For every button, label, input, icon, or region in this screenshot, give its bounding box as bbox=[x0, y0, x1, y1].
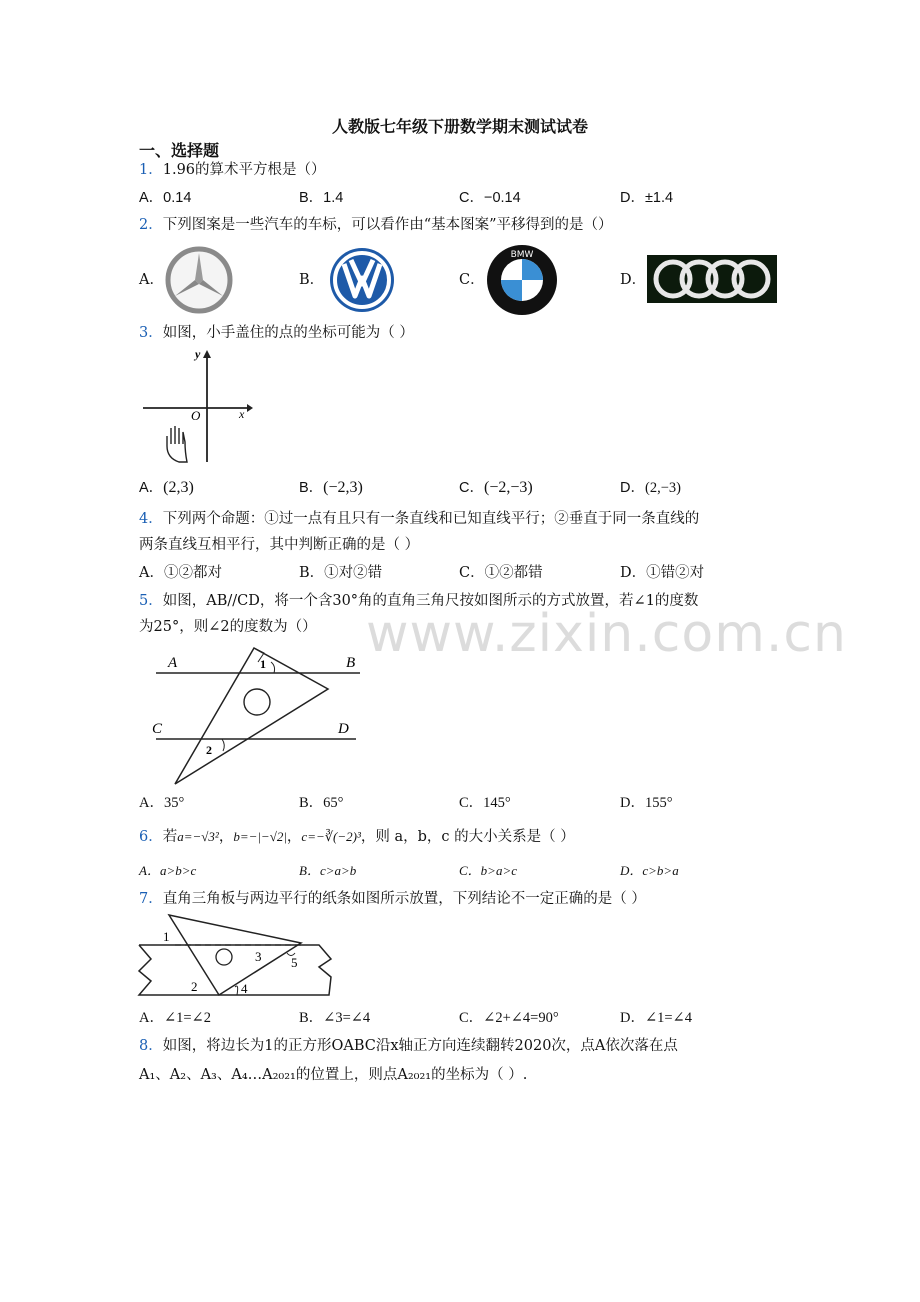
question-text: 如图，将边长为1的正方形OABC沿x轴正方向连续翻转2020次，点A依次落在点 bbox=[162, 1038, 678, 1054]
option-d[interactable]: D．①错②对 bbox=[620, 565, 705, 581]
question-2 bbox=[139, 216, 613, 234]
question-text: 如图，小手盖住的点的坐标可能为（ ） bbox=[162, 325, 414, 341]
option-b[interactable]: B．①对②错 bbox=[299, 565, 383, 581]
paper-strip-figure bbox=[139, 913, 335, 999]
question-4 bbox=[139, 510, 699, 528]
coordinate-figure bbox=[143, 346, 253, 466]
question-8 bbox=[139, 1037, 678, 1055]
audi-logo bbox=[647, 255, 777, 303]
option-b[interactable]: B．∠3=∠4 bbox=[299, 1010, 371, 1026]
angle-2-label: 2 bbox=[206, 743, 212, 757]
label-c: C bbox=[152, 721, 163, 737]
option-c[interactable]: C．∠2+∠4=90° bbox=[459, 1010, 559, 1026]
question-text: 下列图案是一些汽车的车标，可以看作由“基本图案”平移得到的是（） bbox=[162, 217, 613, 233]
option-b[interactable]: B．1.4 bbox=[299, 190, 344, 206]
label-a: A bbox=[168, 655, 178, 671]
origin-label: O bbox=[191, 408, 201, 423]
angle-3-label: 3 bbox=[255, 949, 262, 964]
option-c[interactable]: C．145° bbox=[459, 795, 511, 811]
option-d[interactable]: D．155° bbox=[620, 795, 673, 811]
option-a[interactable]: A．35° bbox=[139, 795, 185, 811]
option-c[interactable]: C． bbox=[459, 272, 485, 288]
label-d: D bbox=[338, 721, 349, 737]
option-c[interactable]: C．b>a>c bbox=[459, 863, 517, 878]
y-axis-label: y bbox=[195, 347, 201, 361]
question-1 bbox=[139, 161, 326, 179]
hand-icon bbox=[167, 426, 187, 462]
option-b[interactable]: B． bbox=[299, 272, 325, 288]
option-d[interactable]: D．(2,−3) bbox=[620, 480, 681, 496]
expr-b: b=−|−√2| bbox=[233, 829, 287, 844]
question-number: 7． bbox=[139, 891, 163, 907]
section-heading: 一、选择题 bbox=[139, 141, 220, 160]
bmw-logo bbox=[486, 244, 558, 316]
question-number: 2． bbox=[139, 217, 163, 233]
page-title: 人教版七年级下册数学期末测试试卷 bbox=[331, 117, 588, 136]
option-a[interactable]: A．0.14 bbox=[139, 190, 192, 206]
option-d[interactable]: D．c>b>a bbox=[620, 863, 679, 878]
angle-4-label: 4 bbox=[241, 981, 248, 996]
expr-c: c=−∛(−2)³ bbox=[301, 829, 361, 844]
question-4-line2: 两条直线互相平行，其中判断正确的是（ ） bbox=[139, 537, 420, 553]
question-number: 1． bbox=[139, 162, 163, 178]
question-5 bbox=[139, 592, 698, 610]
angle-1-label: 1 bbox=[163, 929, 170, 944]
question-text: 如图，AB//CD，将一个含30°角的直角三角尺按如图所示的方式放置，若∠1的度数 bbox=[162, 593, 699, 609]
angle-2-label: 2 bbox=[191, 979, 198, 994]
mercedes-logo bbox=[165, 246, 233, 314]
option-d[interactable]: D．±1.4 bbox=[620, 190, 674, 206]
option-a[interactable]: A．①②都对 bbox=[139, 565, 222, 581]
option-d[interactable]: D． bbox=[620, 272, 647, 288]
question-number: 3． bbox=[139, 325, 163, 341]
question-number: 4． bbox=[139, 511, 163, 527]
question-3 bbox=[139, 324, 414, 342]
parallel-lines-figure bbox=[150, 644, 365, 786]
option-a[interactable]: A．(2,3) bbox=[139, 479, 194, 496]
angle-1-label: 1 bbox=[260, 657, 266, 671]
question-number: 8． bbox=[139, 1038, 163, 1054]
expr-a: a=−√3² bbox=[177, 829, 219, 844]
option-a[interactable]: A．∠1=∠2 bbox=[139, 1010, 211, 1026]
watermark: www.zixin.com.cn bbox=[366, 604, 847, 664]
label-b: B bbox=[346, 655, 356, 671]
option-d[interactable]: D．∠1=∠4 bbox=[620, 1010, 692, 1026]
question-5-line2: 为25°，则∠2的度数为（） bbox=[139, 619, 317, 635]
question-7 bbox=[139, 890, 646, 908]
option-b[interactable]: B．65° bbox=[299, 795, 344, 811]
option-a[interactable]: A． bbox=[139, 272, 164, 288]
question-6: 6．若a=−√3²，b=−|−√2|，c=−∛(−2)³，则 a，b，c 的大小关系是（ ） bbox=[139, 829, 575, 845]
question-text: 下列两个命题：①过一点有且只有一条直线和已知直线平行；②垂直于同一条直线的 bbox=[162, 511, 700, 527]
volkswagen-logo bbox=[328, 246, 396, 314]
question-number: 6． bbox=[139, 829, 163, 845]
question-text: 1.96的算术平方根是（） bbox=[162, 162, 326, 178]
option-a[interactable]: A．a>b>c bbox=[139, 863, 197, 878]
question-8-line2: A₁、A₂、A₃、A₄…A₂₀₂₁的位置上，则点A₂₀₂₁的坐标为（ ）. bbox=[139, 1067, 528, 1083]
bmw-lettering: BMW bbox=[510, 250, 534, 260]
angle-5-label: 5 bbox=[291, 955, 298, 970]
option-c[interactable]: C．(−2,−3) bbox=[459, 479, 533, 496]
option-b[interactable]: B．c>a>b bbox=[299, 863, 357, 878]
option-b[interactable]: B．(−2,3) bbox=[299, 479, 363, 496]
option-c[interactable]: C．−0.14 bbox=[459, 190, 521, 206]
x-axis-label: x bbox=[239, 407, 245, 421]
question-text: 直角三角板与两边平行的纸条如图所示放置，下列结论不一定正确的是（ ） bbox=[162, 891, 646, 907]
question-number: 5． bbox=[139, 593, 163, 609]
option-c[interactable]: C．①②都错 bbox=[459, 565, 543, 581]
